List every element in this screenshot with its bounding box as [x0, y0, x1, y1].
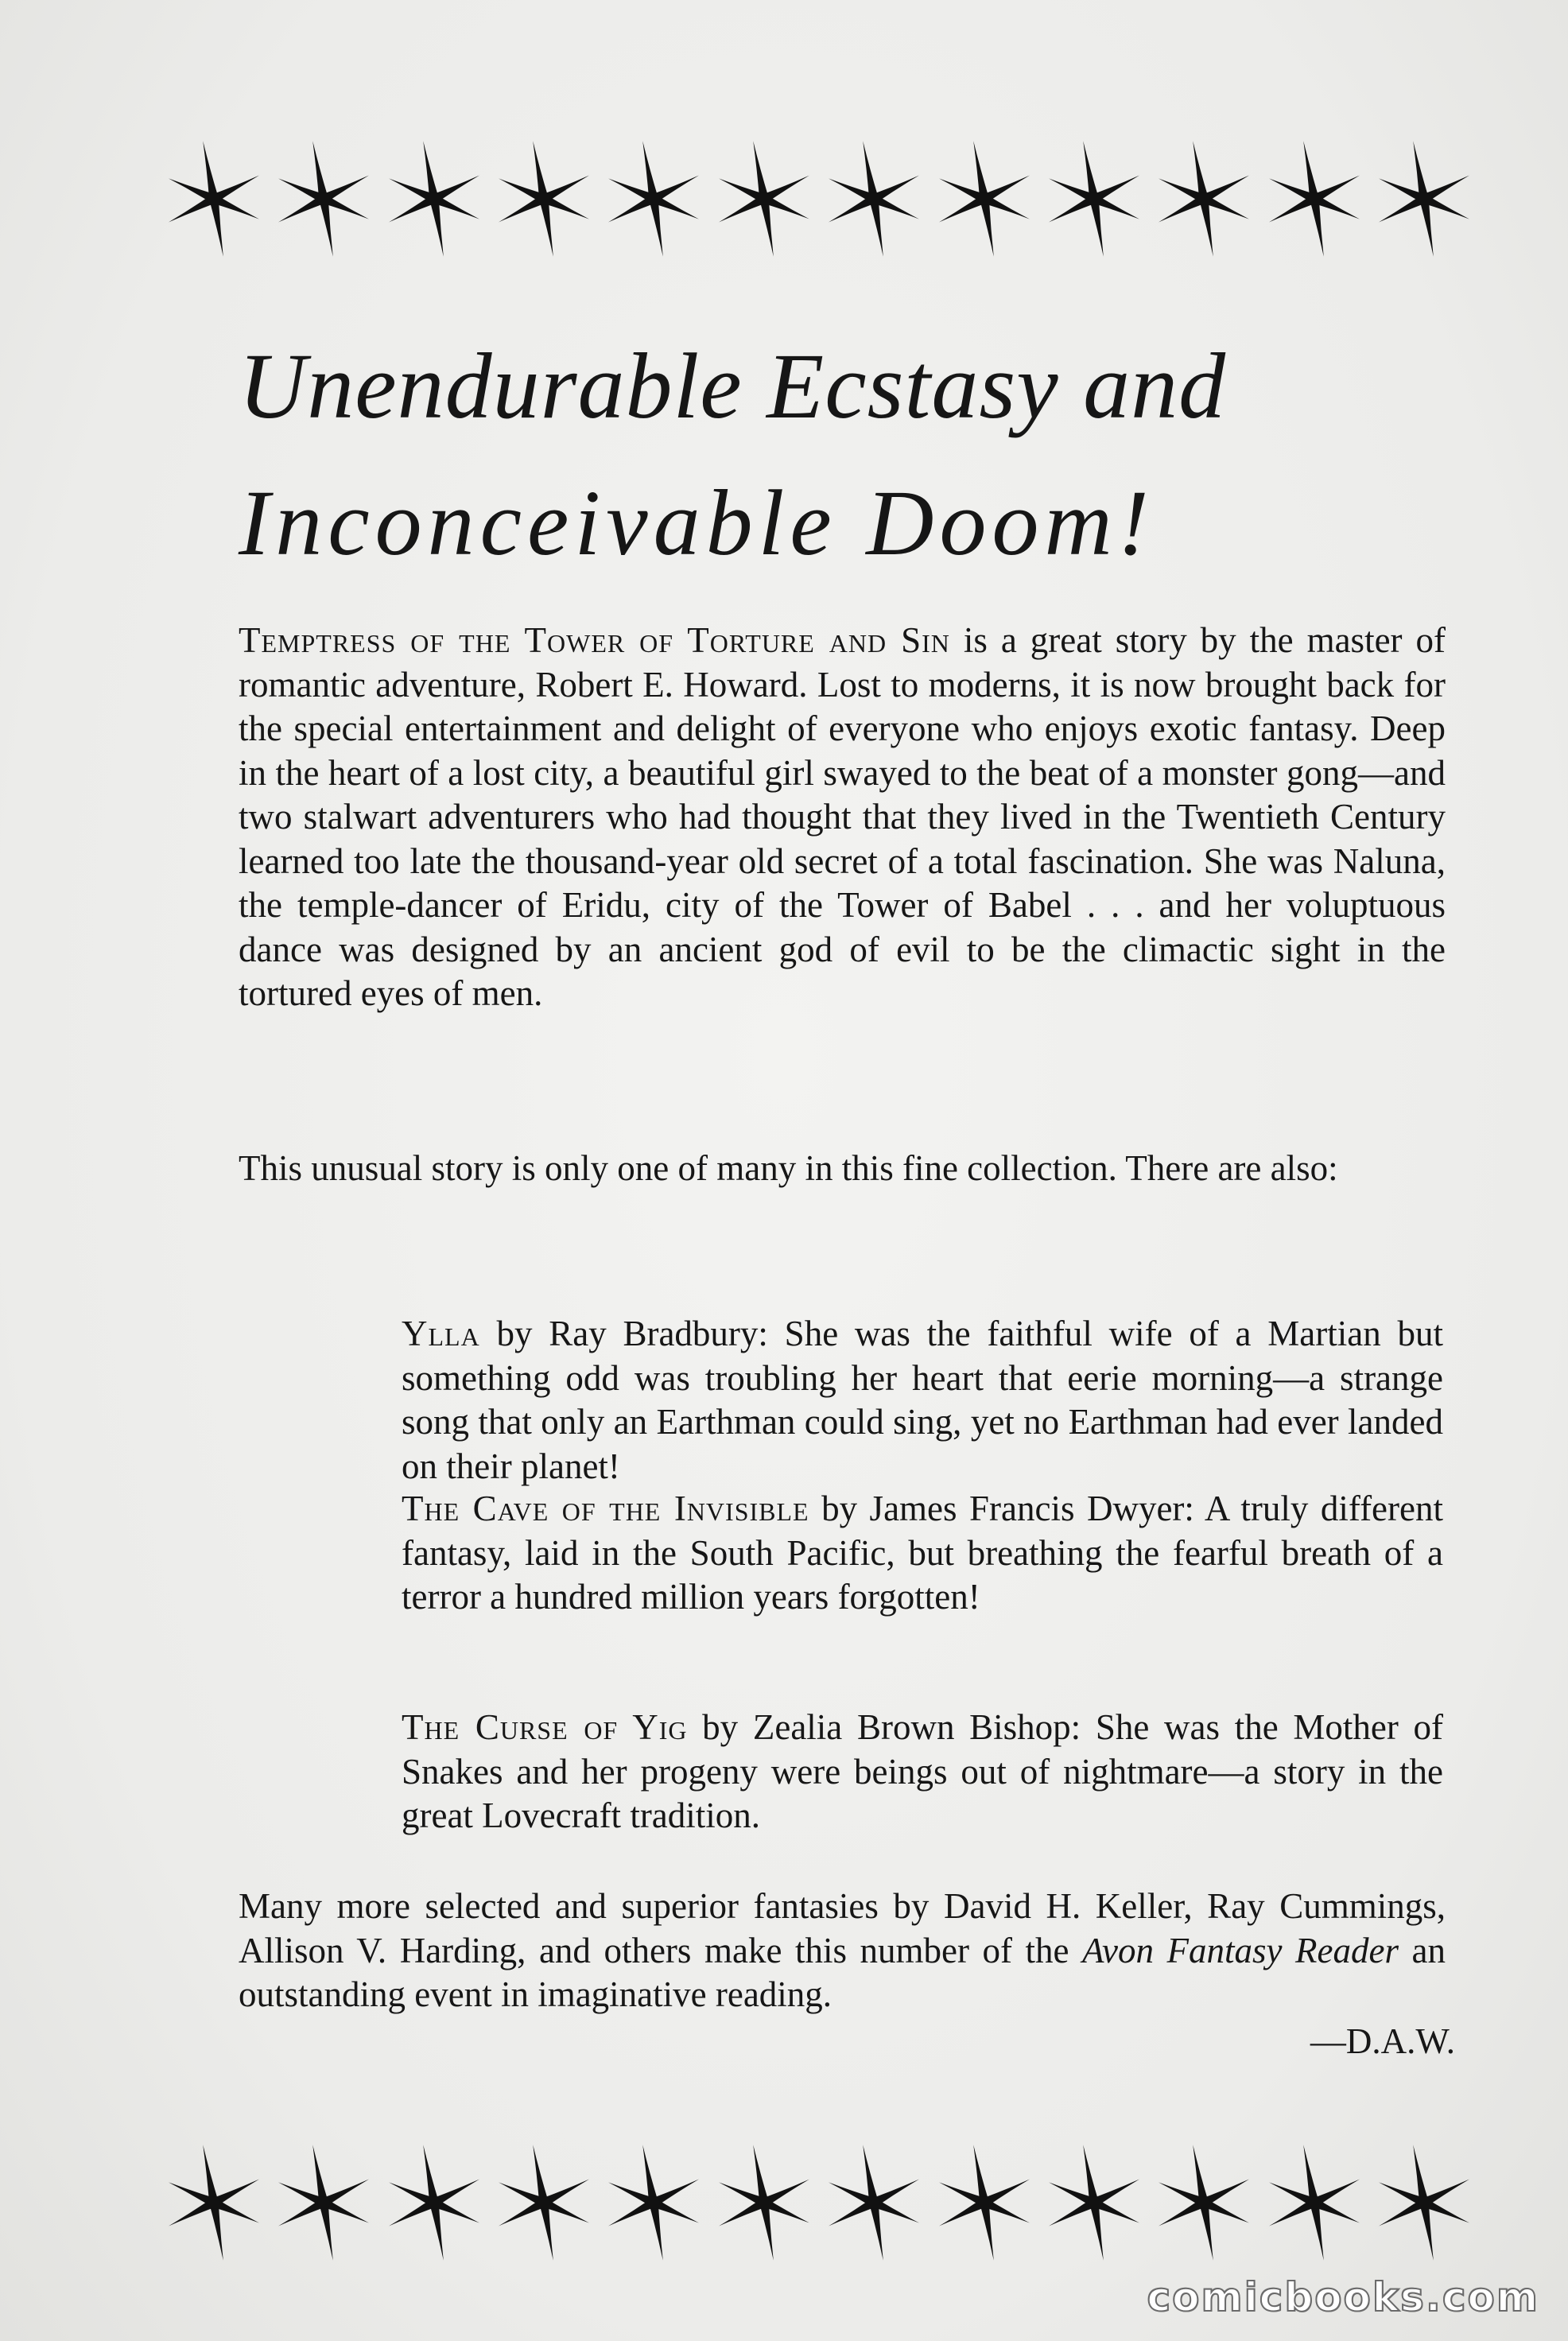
story-description: by James Francis Dwyer: A truly different fantasy, laid in the South Pacific, but breathing the fearful breath of a terror a hundred million years forgotten!: [402, 1489, 1443, 1617]
six-point-star-icon: [827, 2143, 921, 2262]
six-point-star-icon: [277, 139, 371, 258]
six-point-star-icon: [607, 139, 701, 258]
six-point-star-icon: [277, 2143, 371, 2262]
six-point-star-icon: [497, 2143, 591, 2262]
six-point-star-icon: [1157, 139, 1251, 258]
story-title: The Cave of the Invisible: [402, 1489, 809, 1528]
six-point-star-icon: [1047, 139, 1141, 258]
six-point-star-icon: [167, 139, 261, 258]
six-point-star-icon: [1267, 139, 1361, 258]
six-point-star-icon: [717, 139, 811, 258]
six-point-star-icon: [827, 139, 921, 258]
star-border-top: [167, 127, 1471, 270]
closing-text: an outstanding event in imaginative reading.: [239, 1930, 1446, 2014]
six-point-star-icon: [937, 139, 1031, 258]
story-entry: [402, 1706, 1443, 1838]
six-point-star-icon: [1377, 2143, 1471, 2262]
six-point-star-icon: [937, 2143, 1031, 2262]
signature-initials: —D.A.W.: [1310, 2021, 1455, 2061]
story-description: by Ray Bradbury: She was the faithful wife of a Martian but something odd was troubling her heart that eerie morning—a strange song that only an Earthman could sing, yet no Earthman had ever landed on their planet!: [402, 1314, 1443, 1486]
six-point-star-icon: [607, 2143, 701, 2262]
six-point-star-icon: [497, 139, 591, 258]
headline-line-1: Unendurable Ecstasy and: [239, 334, 1227, 438]
six-point-star-icon: [1267, 2143, 1361, 2262]
story-title: The Curse of Yig: [402, 1707, 688, 1747]
story-entry: [402, 1312, 1443, 1489]
intro-paragraph: [239, 619, 1446, 1016]
watermark: comicbooks.com: [1147, 2274, 1539, 2320]
star-border-bottom: [167, 2131, 1471, 2274]
headline: [239, 318, 1352, 592]
story-title: Ylla: [402, 1314, 480, 1353]
story-description: by Zealia Brown Bishop: She was the Mother of Snakes and her progeny were beings out of nightmare—a story in the great Lovecraft tradition.: [402, 1707, 1443, 1835]
six-point-star-icon: [1377, 139, 1471, 258]
story-title: Temptress of the Tower of Torture and Sin: [239, 620, 950, 660]
closing-paragraph: [239, 1885, 1446, 2017]
intro-text: is a great story by the master of romantic adventure, Robert E. Howard. Lost to moderns, it is now brought back for the special entertainment and delight of everyone who enjoys exotic fantasy. Deep in the heart of a lost city, a beautiful girl swayed to the beat of a monster gong—and two stalwart adventurers who had thought that they lived in the Twentieth Century learned too late the thousand-year old secret of a total fascination. She was Naluna, the temple-dancer of Eridu, city of the Tower of Babel . . . and her voluptuous dance was designed by an ancient god of evil to be the climactic sight in the tortured eyes of men.: [239, 620, 1446, 1013]
six-point-star-icon: [387, 139, 481, 258]
six-point-star-icon: [1157, 2143, 1251, 2262]
also-paragraph: This unusual story is only one of many in this fine collection. There are also:: [239, 1148, 1338, 1188]
headline-line-2: Inconceivable Doom!: [239, 471, 1155, 575]
six-point-star-icon: [1047, 2143, 1141, 2262]
six-point-star-icon: [387, 2143, 481, 2262]
six-point-star-icon: [717, 2143, 811, 2262]
six-point-star-icon: [167, 2143, 261, 2262]
closing-text: Many more selected and superior fantasies by David H. Keller, Ray Cummings, Allison V. Harding, and others make this number of the: [239, 1886, 1446, 1970]
magazine-title: Avon Fantasy Reader: [1082, 1930, 1399, 1970]
story-entry: [402, 1487, 1443, 1620]
